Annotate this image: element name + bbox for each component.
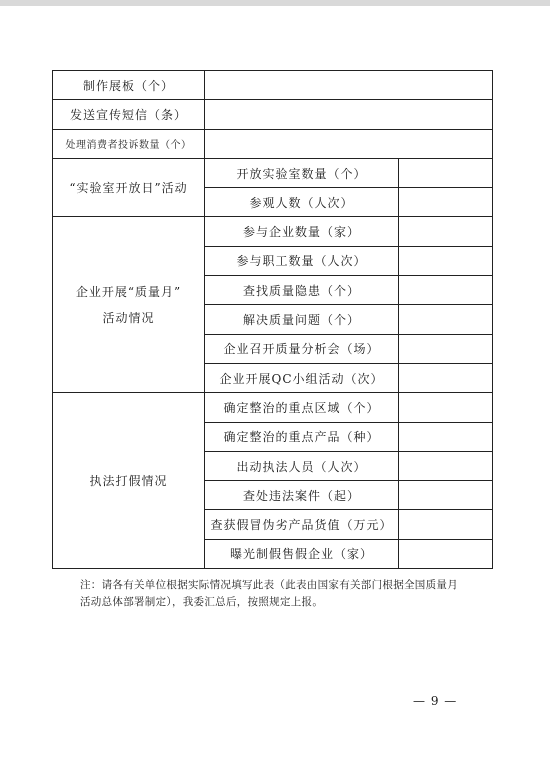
table-row <box>53 100 493 129</box>
item-label: 开放实验室数量（个） <box>205 158 399 187</box>
value-cell[interactable] <box>399 422 493 451</box>
value-cell[interactable] <box>399 305 493 334</box>
value-cell[interactable] <box>205 129 493 158</box>
table-row <box>53 71 493 100</box>
item-label: 参观人数（人次） <box>205 188 399 217</box>
footnote-line: 注：请各有关单位根据实际情况填写此表（此表由国家有关部门根据全国质量月 <box>80 579 458 591</box>
item-label: 确定整治的重点产品（种） <box>205 422 399 451</box>
group-title-line: “实验室开放日”活动 <box>69 181 188 196</box>
value-cell[interactable] <box>399 481 493 510</box>
table-row <box>53 158 493 187</box>
item-label: 出动执法人员（人次） <box>205 451 399 480</box>
group-label <box>53 217 205 393</box>
group-label <box>53 158 205 217</box>
item-label: 确定整治的重点区域（个） <box>205 393 399 422</box>
item-label: 企业召开质量分析会（场） <box>205 334 399 363</box>
group-title-line: 企业开展“质量月” <box>75 284 182 299</box>
group-title-line: 执法打假情况 <box>89 474 168 489</box>
value-cell[interactable] <box>399 393 493 422</box>
page-number: — 9 — <box>413 694 458 708</box>
value-cell[interactable] <box>399 217 493 246</box>
value-cell[interactable] <box>399 363 493 392</box>
group-label <box>53 393 205 569</box>
statistics-table <box>52 70 493 569</box>
row-label: 处理消费者投诉数量（个） <box>53 129 205 158</box>
table-row <box>53 217 493 246</box>
row-label: 制作展板（个） <box>53 71 205 100</box>
value-cell[interactable] <box>399 510 493 539</box>
item-label: 企业开展QC小组活动（次） <box>205 363 399 392</box>
top-edge-bar <box>0 0 550 6</box>
footnote-line: 活动总体部署制定），我委汇总后，按照规定上报。 <box>80 596 324 608</box>
value-cell[interactable] <box>399 246 493 275</box>
item-label: 参与企业数量（家） <box>205 217 399 246</box>
value-cell[interactable] <box>399 188 493 217</box>
table-footnote <box>80 577 500 611</box>
value-cell[interactable] <box>399 276 493 305</box>
table-row <box>53 129 493 158</box>
item-label: 曝光制假售假企业（家） <box>205 539 399 568</box>
item-label: 查找质量隐患（个） <box>205 276 399 305</box>
value-cell[interactable] <box>399 334 493 363</box>
item-label: 查处违法案件（起） <box>205 481 399 510</box>
row-label: 发送宣传短信（条） <box>53 100 205 129</box>
value-cell[interactable] <box>399 451 493 480</box>
table-row <box>53 393 493 422</box>
value-cell[interactable] <box>399 539 493 568</box>
group-title-line: 活动情况 <box>102 310 155 325</box>
item-label: 解决质量问题（个） <box>205 305 399 334</box>
value-cell[interactable] <box>205 100 493 129</box>
item-label: 参与职工数量（人次） <box>205 246 399 275</box>
value-cell[interactable] <box>399 158 493 187</box>
value-cell[interactable] <box>205 71 493 100</box>
item-label: 查获假冒伪劣产品货值（万元） <box>205 510 399 539</box>
